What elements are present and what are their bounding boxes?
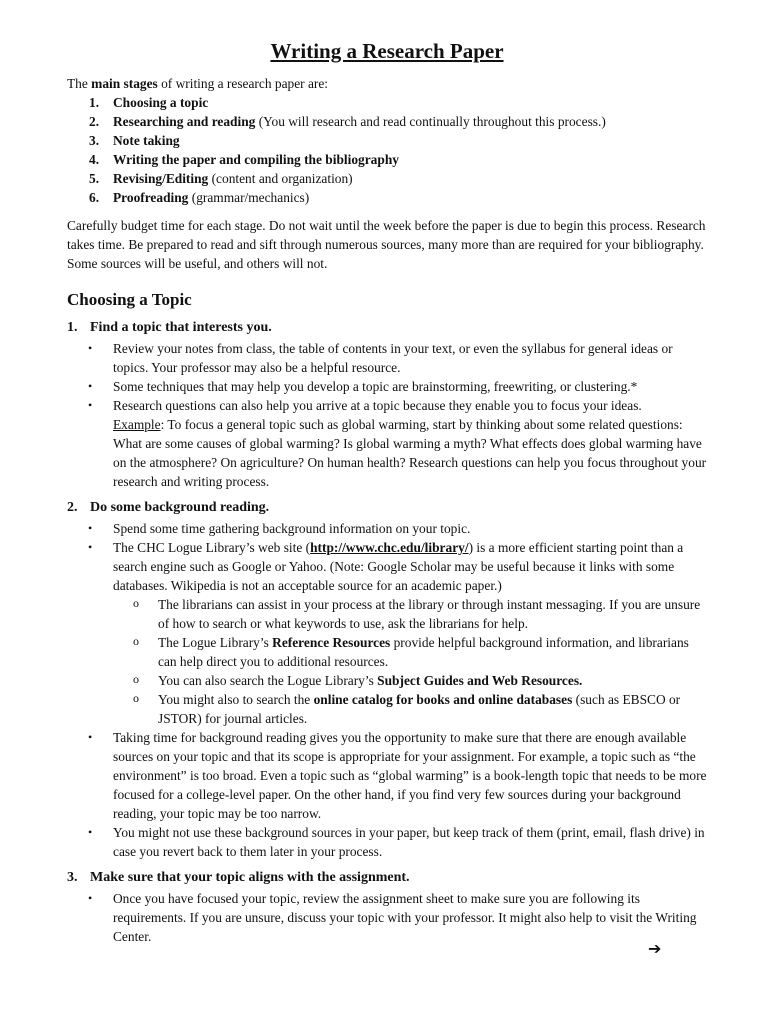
stage-number: 3. bbox=[89, 133, 100, 148]
bullet-item: • Review your notes from class, the table of contents in your text, or even the syllabus for general ideas or topics. Your professor may also be a helpful resource. bbox=[67, 339, 707, 377]
library-link[interactable]: http://www.chc.edu/library/ bbox=[310, 540, 469, 555]
intro-bold: main stages bbox=[91, 76, 158, 91]
example-label: Example bbox=[113, 417, 161, 432]
stage-item bbox=[89, 169, 707, 188]
step-find-topic bbox=[67, 318, 707, 491]
bullet-item: • Once you have focused your topic, review the assignment sheet to make sure you are following its requirements. If you are unsure, discuss your topic with your professor. It might also help to visit the Writing Center. bbox=[67, 889, 707, 946]
sub-item bbox=[113, 671, 707, 690]
intro-text bbox=[67, 74, 707, 93]
stage-item bbox=[89, 188, 707, 207]
bullet-text: ) is a more efficient starting point than a search engine such as Google or Yahoo. (Note: Google Scholar may be useful because it links with some databases. Wikipedia is not an acceptable source for an academic paper.) bbox=[113, 540, 684, 593]
bullet-text: The CHC Logue Library’s web site ( bbox=[113, 540, 311, 555]
bullet-list bbox=[67, 889, 707, 946]
step-heading bbox=[67, 868, 707, 887]
step-background-reading bbox=[67, 498, 707, 861]
step-number: 2. bbox=[67, 500, 78, 515]
bullet-item bbox=[67, 396, 707, 491]
step-heading bbox=[67, 318, 707, 337]
intro-pre: The bbox=[67, 76, 92, 91]
stage-note: (You will research and read continually throughout this process.) bbox=[255, 114, 606, 129]
right-arrow-icon: ➔ bbox=[648, 939, 662, 958]
stage-number: 6. bbox=[89, 190, 100, 205]
stage-item bbox=[89, 93, 707, 112]
stage-number: 2. bbox=[89, 114, 100, 129]
step-title: Do some background reading. bbox=[90, 500, 270, 515]
sub-text: (such as EBSCO or JSTOR) for journal articles. bbox=[158, 692, 681, 726]
document-page bbox=[67, 38, 707, 946]
step-heading bbox=[67, 498, 707, 517]
sub-bold: Subject Guides and Web Resources. bbox=[377, 673, 583, 688]
bullet-list bbox=[67, 519, 707, 861]
stage-item bbox=[89, 131, 707, 150]
stages-list bbox=[67, 93, 707, 207]
sub-text: You can also search the Logue Library’s bbox=[158, 673, 378, 688]
step-align-assignment bbox=[67, 868, 707, 946]
sub-bold: Reference Resources bbox=[272, 635, 391, 650]
bullet-item: • Taking time for background reading gives you the opportunity to make sure that there are enough available sources on your topic and that its scope is appropriate for your assignment. For example, a topic such as “the environment” is too broad. Even a topic such as “global warming” is a book-length topic that needs to be more focused for a college-level paper. On the other hand, if you find very few sources during your background reading, your topic may be too narrow. bbox=[67, 728, 707, 823]
sub-text: provide helpful background information, and librarians can help direct you to additional resources. bbox=[158, 635, 689, 669]
section-heading-choosing-topic: Choosing a Topic bbox=[67, 290, 192, 309]
stage-number: 1. bbox=[89, 95, 100, 110]
stage-name: Choosing a topic bbox=[113, 95, 209, 110]
step-number: 1. bbox=[67, 320, 78, 335]
stage-name: Note taking bbox=[113, 133, 180, 148]
stage-number: 5. bbox=[89, 171, 100, 186]
sub-list bbox=[113, 595, 707, 728]
sub-item bbox=[113, 633, 707, 671]
stage-name: Revising/Editing bbox=[113, 171, 209, 186]
bullet-item: • You might not use these background sources in your paper, but keep track of them (print, email, flash drive) in case you revert back to them later in your process. bbox=[67, 823, 707, 861]
intro-post: of writing a research paper are: bbox=[157, 76, 329, 91]
page-title: Writing a Research Paper bbox=[270, 39, 504, 63]
stage-name: Writing the paper and compiling the bibliography bbox=[113, 152, 399, 167]
sub-text: The Logue Library’s bbox=[158, 635, 273, 650]
stage-name: Proofreading bbox=[113, 190, 189, 205]
budget-paragraph: Carefully budget time for each stage. Do not wait until the week before the paper is due to begin this process. Research takes time. Be prepared to read and sift through numerous sources, many more than are required for your bibliography. Some sources will be useful, and others will not. bbox=[67, 218, 706, 271]
stage-name: Researching and reading bbox=[113, 114, 256, 129]
stage-number: 4. bbox=[89, 152, 100, 167]
step-title: Make sure that your topic aligns with the assignment. bbox=[90, 870, 410, 885]
stage-note: (content and organization) bbox=[208, 171, 353, 186]
stage-item bbox=[89, 112, 707, 131]
bullet-item bbox=[67, 538, 707, 728]
stage-note: (grammar/mechanics) bbox=[188, 190, 310, 205]
step-number: 3. bbox=[67, 870, 78, 885]
sub-text: You might also to search the bbox=[158, 692, 314, 707]
sub-item: o The librarians can assist in your process at the library or through instant messaging. If you are unsure of how to search or what keywords to use, ask the librarians for help. bbox=[113, 595, 707, 633]
sub-item bbox=[113, 690, 707, 728]
bullet-item: • Some techniques that may help you develop a topic are brainstorming, freewriting, or clustering.* bbox=[67, 377, 707, 396]
step-title: Find a topic that interests you. bbox=[90, 320, 272, 335]
stage-item bbox=[89, 150, 707, 169]
bullet-text: Research questions can also help you arrive at a topic because they enable you to focus your ideas. bbox=[113, 398, 642, 413]
bullet-item: • Spend some time gathering background information on your topic. bbox=[67, 519, 707, 538]
bullet-text: : To focus a general topic such as global warming, start by thinking about some related questions: What are some causes of global warming? Is global warming a myth? What effects does global warming have on the atmosphere? On agriculture? On human health? Research questions can help you focus throughout your research and writing process. bbox=[113, 417, 707, 489]
sub-bold: online catalog for books and online databases bbox=[313, 692, 573, 707]
bullet-list bbox=[67, 339, 707, 491]
